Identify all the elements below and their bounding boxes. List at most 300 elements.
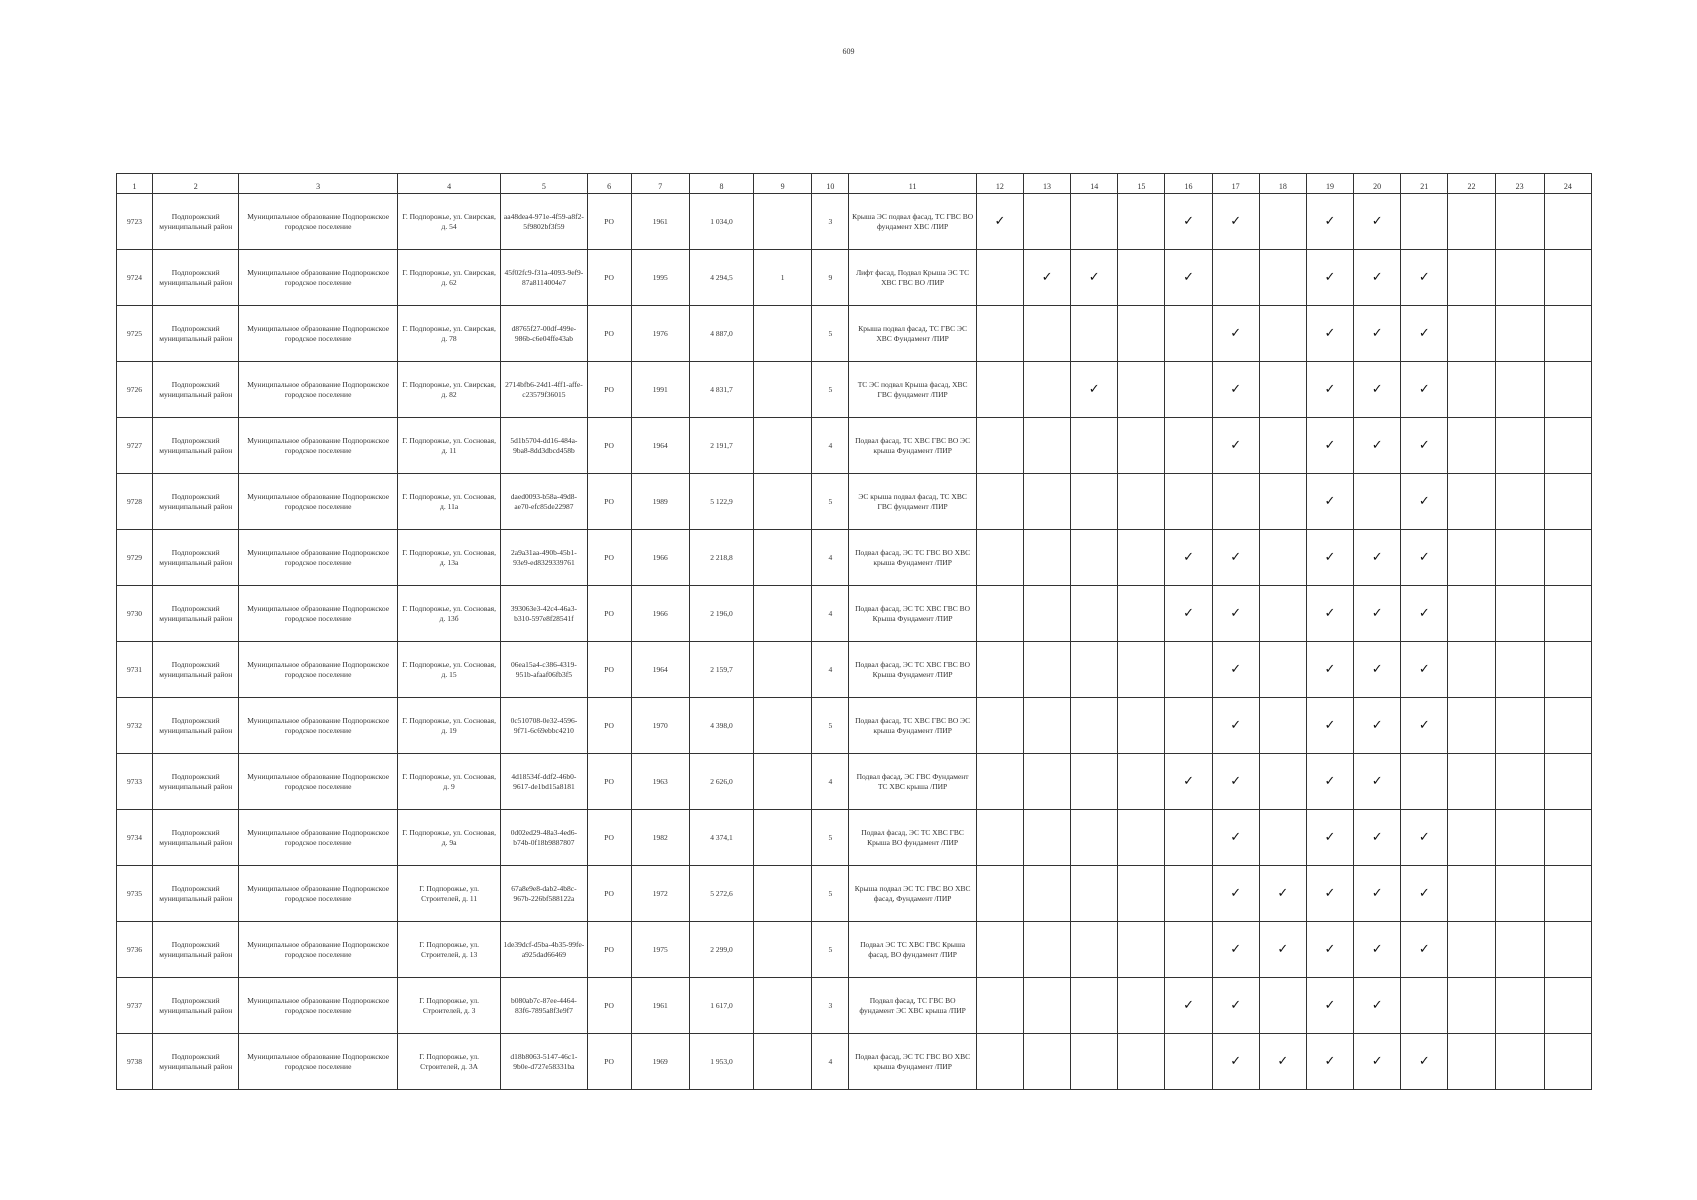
year-cell: 1975	[631, 922, 689, 978]
column-header-22: 22	[1448, 174, 1495, 194]
column-header-16: 16	[1165, 174, 1212, 194]
table-row	[117, 922, 1592, 978]
floors-cell: 9	[812, 250, 849, 306]
year-cell: 1964	[631, 642, 689, 698]
check-mark-icon: ✓	[1306, 754, 1353, 810]
column-header-5: 5	[501, 174, 587, 194]
empty-cell	[1212, 250, 1259, 306]
check-mark-icon: ✓	[1306, 306, 1353, 362]
check-mark-icon: ✓	[1212, 306, 1259, 362]
column-header-3: 3	[239, 174, 398, 194]
empty-cell	[1448, 922, 1495, 978]
district-cell: Подпорожский муниципальный район	[153, 250, 239, 306]
empty-cell	[1495, 474, 1544, 530]
works-cell: Крыша подвал ЭС ТС ГВС ВО ХВС фасад, Фундамент /ПИР	[849, 866, 976, 922]
type-cell: РО	[587, 586, 631, 642]
check-mark-icon: ✓	[1306, 698, 1353, 754]
column-9-cell	[754, 362, 812, 418]
check-mark-icon: ✓	[1401, 362, 1448, 418]
empty-cell	[976, 530, 1023, 586]
empty-cell	[1495, 586, 1544, 642]
district-cell: Подпорожский муниципальный район	[153, 418, 239, 474]
column-header-6: 6	[587, 174, 631, 194]
floors-cell: 5	[812, 362, 849, 418]
empty-cell	[1448, 1034, 1495, 1090]
column-header-18: 18	[1259, 174, 1306, 194]
area-cell: 2 191,7	[689, 418, 753, 474]
check-mark-icon: ✓	[1306, 418, 1353, 474]
empty-cell	[1118, 586, 1165, 642]
year-cell: 1972	[631, 866, 689, 922]
empty-cell	[1544, 418, 1591, 474]
check-mark-icon: ✓	[1354, 754, 1401, 810]
empty-cell	[1023, 754, 1070, 810]
column-9-cell	[754, 474, 812, 530]
column-header-15: 15	[1118, 174, 1165, 194]
check-mark-icon: ✓	[1354, 642, 1401, 698]
empty-cell	[1448, 978, 1495, 1034]
floors-cell: 5	[812, 698, 849, 754]
column-9-cell	[754, 586, 812, 642]
municipality-cell: Муниципальное образование Подпорожское городское поселение	[239, 698, 398, 754]
empty-cell	[1023, 810, 1070, 866]
empty-cell	[1071, 642, 1118, 698]
address-cell: Г. Подпорожье, ул. Свирская, д. 62	[397, 250, 500, 306]
empty-cell	[976, 922, 1023, 978]
address-cell: Г. Подпорожье, ул. Сосновая, д. 13б	[397, 586, 500, 642]
check-mark-icon: ✓	[1401, 922, 1448, 978]
empty-cell	[976, 754, 1023, 810]
empty-cell	[976, 1034, 1023, 1090]
check-mark-icon: ✓	[1306, 474, 1353, 530]
empty-cell	[976, 306, 1023, 362]
table-row	[117, 866, 1592, 922]
column-9-cell	[754, 194, 812, 250]
check-mark-icon: ✓	[1401, 530, 1448, 586]
empty-cell	[976, 418, 1023, 474]
empty-cell	[1165, 362, 1212, 418]
column-9-cell	[754, 698, 812, 754]
floors-cell: 4	[812, 530, 849, 586]
empty-cell	[1118, 978, 1165, 1034]
empty-cell	[1118, 250, 1165, 306]
check-mark-icon: ✓	[1306, 866, 1353, 922]
column-header-4: 4	[397, 174, 500, 194]
column-9-cell	[754, 418, 812, 474]
address-cell: Г. Подпорожье, ул. Сосновая, д. 9а	[397, 810, 500, 866]
check-mark-icon: ✓	[1212, 362, 1259, 418]
floors-cell: 5	[812, 474, 849, 530]
empty-cell	[1495, 250, 1544, 306]
column-9-cell	[754, 1034, 812, 1090]
guid-cell: 2a9a31aa-490b-45b1-93e9-ed8329339761	[501, 530, 587, 586]
column-9-cell	[754, 754, 812, 810]
empty-cell	[1495, 418, 1544, 474]
works-cell: Подвал ЭС ТС ХВС ГВС Крыша фасад, ВО фундамент /ПИР	[849, 922, 976, 978]
address-cell: Г. Подпорожье, ул. Свирская, д. 82	[397, 362, 500, 418]
row-number: 9733	[117, 754, 153, 810]
column-header-13: 13	[1023, 174, 1070, 194]
district-cell: Подпорожский муниципальный район	[153, 810, 239, 866]
municipality-cell: Муниципальное образование Подпорожское городское поселение	[239, 642, 398, 698]
empty-cell	[1071, 866, 1118, 922]
row-number: 9727	[117, 418, 153, 474]
empty-cell	[1544, 922, 1591, 978]
empty-cell	[1495, 194, 1544, 250]
empty-cell	[1071, 922, 1118, 978]
table-row	[117, 474, 1592, 530]
check-mark-icon: ✓	[1306, 362, 1353, 418]
column-header-7: 7	[631, 174, 689, 194]
year-cell: 1966	[631, 530, 689, 586]
empty-cell	[1071, 306, 1118, 362]
type-cell: РО	[587, 1034, 631, 1090]
empty-cell	[1259, 754, 1306, 810]
type-cell: РО	[587, 530, 631, 586]
check-mark-icon: ✓	[1165, 978, 1212, 1034]
district-cell: Подпорожский муниципальный район	[153, 754, 239, 810]
table-row	[117, 754, 1592, 810]
empty-cell	[1448, 474, 1495, 530]
empty-cell	[1259, 306, 1306, 362]
empty-cell	[976, 642, 1023, 698]
column-header-20: 20	[1354, 174, 1401, 194]
empty-cell	[1071, 418, 1118, 474]
guid-cell: 0c510708-0e32-4596-9f71-6c69ebbc4210	[501, 698, 587, 754]
empty-cell	[1165, 866, 1212, 922]
check-mark-icon: ✓	[1354, 530, 1401, 586]
check-mark-icon: ✓	[1259, 866, 1306, 922]
page-number: 609	[842, 47, 855, 56]
works-cell: ЭС крыша подвал фасад, ТС ХВС ГВС фундамент /ПИР	[849, 474, 976, 530]
address-cell: Г. Подпорожье, ул. Сосновая, д. 11	[397, 418, 500, 474]
year-cell: 1969	[631, 1034, 689, 1090]
check-mark-icon: ✓	[1306, 810, 1353, 866]
empty-cell	[1118, 922, 1165, 978]
municipality-cell: Муниципальное образование Подпорожское городское поселение	[239, 362, 398, 418]
address-cell: Г. Подпорожье, ул. Свирская, д. 78	[397, 306, 500, 362]
table-body	[117, 194, 1592, 1090]
row-number: 9731	[117, 642, 153, 698]
empty-cell	[1495, 810, 1544, 866]
empty-cell	[1071, 474, 1118, 530]
empty-cell	[976, 698, 1023, 754]
empty-cell	[1071, 194, 1118, 250]
check-mark-icon: ✓	[1071, 250, 1118, 306]
guid-cell: 4d18534f-ddf2-46b0-9617-de1bd15a8181	[501, 754, 587, 810]
row-number: 9723	[117, 194, 153, 250]
row-number: 9729	[117, 530, 153, 586]
address-cell: Г. Подпорожье, ул. Сосновая, д. 15	[397, 642, 500, 698]
column-9-cell	[754, 922, 812, 978]
empty-cell	[1448, 810, 1495, 866]
year-cell: 1976	[631, 306, 689, 362]
area-cell: 4 887,0	[689, 306, 753, 362]
year-cell: 1970	[631, 698, 689, 754]
row-number: 9738	[117, 1034, 153, 1090]
empty-cell	[1023, 586, 1070, 642]
type-cell: РО	[587, 698, 631, 754]
address-cell: Г. Подпорожье, ул. Сосновая, д. 13а	[397, 530, 500, 586]
empty-cell	[1118, 1034, 1165, 1090]
guid-cell: 45f02fc9-f31a-4093-9ef9-87a8114004e7	[501, 250, 587, 306]
empty-cell	[1118, 866, 1165, 922]
table-row	[117, 698, 1592, 754]
address-cell: Г. Подпорожье, ул. Строителей, д. 11	[397, 866, 500, 922]
empty-cell	[976, 586, 1023, 642]
empty-cell	[1118, 530, 1165, 586]
municipality-cell: Муниципальное образование Подпорожское городское поселение	[239, 194, 398, 250]
empty-cell	[1165, 306, 1212, 362]
check-mark-icon: ✓	[1212, 642, 1259, 698]
check-mark-icon: ✓	[1165, 250, 1212, 306]
type-cell: РО	[587, 754, 631, 810]
empty-cell	[1023, 306, 1070, 362]
type-cell: РО	[587, 642, 631, 698]
guid-cell: aa48dea4-971e-4f59-a8f2-5f9802bf3f59	[501, 194, 587, 250]
empty-cell	[1259, 418, 1306, 474]
year-cell: 1961	[631, 194, 689, 250]
check-mark-icon: ✓	[1212, 194, 1259, 250]
check-mark-icon: ✓	[1354, 194, 1401, 250]
area-cell: 4 831,7	[689, 362, 753, 418]
area-cell: 1 617,0	[689, 978, 753, 1034]
empty-cell	[1118, 418, 1165, 474]
empty-cell	[1259, 642, 1306, 698]
floors-cell: 4	[812, 754, 849, 810]
check-mark-icon: ✓	[1306, 642, 1353, 698]
year-cell: 1961	[631, 978, 689, 1034]
address-cell: Г. Подпорожье, ул. Свирская, д. 54	[397, 194, 500, 250]
table-row	[117, 250, 1592, 306]
column-9-cell	[754, 810, 812, 866]
empty-cell	[1259, 530, 1306, 586]
empty-cell	[1544, 754, 1591, 810]
municipality-cell: Муниципальное образование Подпорожское городское поселение	[239, 978, 398, 1034]
check-mark-icon: ✓	[1212, 922, 1259, 978]
empty-cell	[1495, 922, 1544, 978]
check-mark-icon: ✓	[1401, 250, 1448, 306]
empty-cell	[1495, 866, 1544, 922]
works-cell: Подвал фасад, ТС ХВС ГВС ВО ЭС крыша Фундамент /ПИР	[849, 418, 976, 474]
floors-cell: 3	[812, 978, 849, 1034]
row-number: 9726	[117, 362, 153, 418]
check-mark-icon: ✓	[1259, 922, 1306, 978]
empty-cell	[1071, 530, 1118, 586]
empty-cell	[1401, 978, 1448, 1034]
floors-cell: 4	[812, 642, 849, 698]
check-mark-icon: ✓	[1354, 250, 1401, 306]
area-cell: 5 122,9	[689, 474, 753, 530]
check-mark-icon: ✓	[1401, 418, 1448, 474]
column-9-cell	[754, 642, 812, 698]
area-cell: 4 294,5	[689, 250, 753, 306]
empty-cell	[1165, 418, 1212, 474]
guid-cell: 5d1b5704-dd16-484a-9ba8-8dd3dbcd458b	[501, 418, 587, 474]
type-cell: РО	[587, 194, 631, 250]
empty-cell	[976, 866, 1023, 922]
works-cell: Подвал фасад, ЭС ТС ГВС ВО ХВС крыша Фундамент /ПИР	[849, 530, 976, 586]
empty-cell	[1259, 586, 1306, 642]
check-mark-icon: ✓	[1165, 530, 1212, 586]
column-header-9: 9	[754, 174, 812, 194]
table-row	[117, 586, 1592, 642]
empty-cell	[1023, 194, 1070, 250]
check-mark-icon: ✓	[1401, 586, 1448, 642]
row-number: 9737	[117, 978, 153, 1034]
table-row	[117, 530, 1592, 586]
column-header-17: 17	[1212, 174, 1259, 194]
guid-cell: d18b8063-5147-46c1-9b0e-d727e58331ba	[501, 1034, 587, 1090]
empty-cell	[1495, 698, 1544, 754]
column-header-11: 11	[849, 174, 976, 194]
empty-cell	[1259, 362, 1306, 418]
column-header-10: 10	[812, 174, 849, 194]
empty-cell	[1071, 1034, 1118, 1090]
empty-cell	[1448, 250, 1495, 306]
area-cell: 2 299,0	[689, 922, 753, 978]
empty-cell	[1544, 474, 1591, 530]
check-mark-icon: ✓	[1212, 1034, 1259, 1090]
empty-cell	[1544, 362, 1591, 418]
check-mark-icon: ✓	[1306, 530, 1353, 586]
empty-cell	[1544, 586, 1591, 642]
year-cell: 1982	[631, 810, 689, 866]
check-mark-icon: ✓	[1212, 754, 1259, 810]
empty-cell	[1544, 194, 1591, 250]
guid-cell: b080ab7c-87ee-4464-83f6-7895a8f3e9f7	[501, 978, 587, 1034]
empty-cell	[1259, 250, 1306, 306]
empty-cell	[1544, 866, 1591, 922]
works-cell: ТС ЭС подвал Крыша фасад, ХВС ГВС фундамент /ПИР	[849, 362, 976, 418]
empty-cell	[1448, 586, 1495, 642]
check-mark-icon: ✓	[1401, 306, 1448, 362]
column-header-21: 21	[1401, 174, 1448, 194]
works-cell: Крыша подвал фасад, ТС ГВС ЭС ХВС Фундамент /ПИР	[849, 306, 976, 362]
check-mark-icon: ✓	[1306, 922, 1353, 978]
column-header-14: 14	[1071, 174, 1118, 194]
check-mark-icon: ✓	[1354, 418, 1401, 474]
column-header-2: 2	[153, 174, 239, 194]
guid-cell: 1de39dcf-d5ba-4b35-99fe-a925dad66469	[501, 922, 587, 978]
empty-cell	[1495, 642, 1544, 698]
type-cell: РО	[587, 362, 631, 418]
check-mark-icon: ✓	[1401, 698, 1448, 754]
municipality-cell: Муниципальное образование Подпорожское городское поселение	[239, 250, 398, 306]
type-cell: РО	[587, 866, 631, 922]
empty-cell	[1448, 530, 1495, 586]
type-cell: РО	[587, 922, 631, 978]
municipality-cell: Муниципальное образование Подпорожское городское поселение	[239, 306, 398, 362]
district-cell: Подпорожский муниципальный район	[153, 978, 239, 1034]
header-row	[117, 174, 1592, 194]
empty-cell	[1071, 978, 1118, 1034]
empty-cell	[1118, 306, 1165, 362]
empty-cell	[1118, 754, 1165, 810]
empty-cell	[1259, 474, 1306, 530]
district-cell: Подпорожский муниципальный район	[153, 922, 239, 978]
year-cell: 1966	[631, 586, 689, 642]
empty-cell	[1495, 362, 1544, 418]
table-row	[117, 362, 1592, 418]
empty-cell	[1495, 306, 1544, 362]
table-row	[117, 642, 1592, 698]
row-number: 9735	[117, 866, 153, 922]
column-header-24: 24	[1544, 174, 1591, 194]
empty-cell	[1495, 978, 1544, 1034]
guid-cell: 06ea15a4-c386-4319-951b-afaaf06fb3f5	[501, 642, 587, 698]
type-cell: РО	[587, 418, 631, 474]
district-cell: Подпорожский муниципальный район	[153, 306, 239, 362]
empty-cell	[1118, 474, 1165, 530]
empty-cell	[1071, 586, 1118, 642]
empty-cell	[1544, 978, 1591, 1034]
check-mark-icon: ✓	[1306, 1034, 1353, 1090]
check-mark-icon: ✓	[1259, 1034, 1306, 1090]
check-mark-icon: ✓	[1354, 978, 1401, 1034]
check-mark-icon: ✓	[1071, 362, 1118, 418]
empty-cell	[1448, 362, 1495, 418]
district-cell: Подпорожский муниципальный район	[153, 642, 239, 698]
empty-cell	[1118, 698, 1165, 754]
row-number: 9724	[117, 250, 153, 306]
empty-cell	[1023, 698, 1070, 754]
check-mark-icon: ✓	[1165, 586, 1212, 642]
municipality-cell: Муниципальное образование Подпорожское городское поселение	[239, 810, 398, 866]
table-row	[117, 306, 1592, 362]
floors-cell: 5	[812, 306, 849, 362]
municipality-cell: Муниципальное образование Подпорожское городское поселение	[239, 586, 398, 642]
address-cell: Г. Подпорожье, ул. Строителей, д. 13	[397, 922, 500, 978]
empty-cell	[1259, 810, 1306, 866]
check-mark-icon: ✓	[1401, 866, 1448, 922]
area-cell: 2 196,0	[689, 586, 753, 642]
type-cell: РО	[587, 250, 631, 306]
district-cell: Подпорожский муниципальный район	[153, 1034, 239, 1090]
empty-cell	[1165, 642, 1212, 698]
empty-cell	[1401, 754, 1448, 810]
year-cell: 1991	[631, 362, 689, 418]
area-cell: 4 374,1	[689, 810, 753, 866]
check-mark-icon: ✓	[1023, 250, 1070, 306]
municipality-cell: Муниципальное образование Подпорожское городское поселение	[239, 474, 398, 530]
floors-cell: 4	[812, 418, 849, 474]
registry-table	[116, 173, 1592, 1090]
address-cell: Г. Подпорожье, ул. Сосновая, д. 11а	[397, 474, 500, 530]
area-cell: 2 159,7	[689, 642, 753, 698]
table-row	[117, 1034, 1592, 1090]
empty-cell	[1023, 474, 1070, 530]
empty-cell	[1448, 418, 1495, 474]
empty-cell	[1544, 250, 1591, 306]
check-mark-icon: ✓	[1306, 194, 1353, 250]
floors-cell: 4	[812, 586, 849, 642]
empty-cell	[1544, 306, 1591, 362]
district-cell: Подпорожский муниципальный район	[153, 474, 239, 530]
column-header-1: 1	[117, 174, 153, 194]
check-mark-icon: ✓	[1401, 642, 1448, 698]
municipality-cell: Муниципальное образование Подпорожское городское поселение	[239, 418, 398, 474]
column-9-cell	[754, 306, 812, 362]
empty-cell	[1165, 922, 1212, 978]
check-mark-icon: ✓	[1354, 866, 1401, 922]
column-header-19: 19	[1306, 174, 1353, 194]
type-cell: РО	[587, 978, 631, 1034]
empty-cell	[1544, 698, 1591, 754]
table-row	[117, 194, 1592, 250]
district-cell: Подпорожский муниципальный район	[153, 698, 239, 754]
check-mark-icon: ✓	[976, 194, 1023, 250]
